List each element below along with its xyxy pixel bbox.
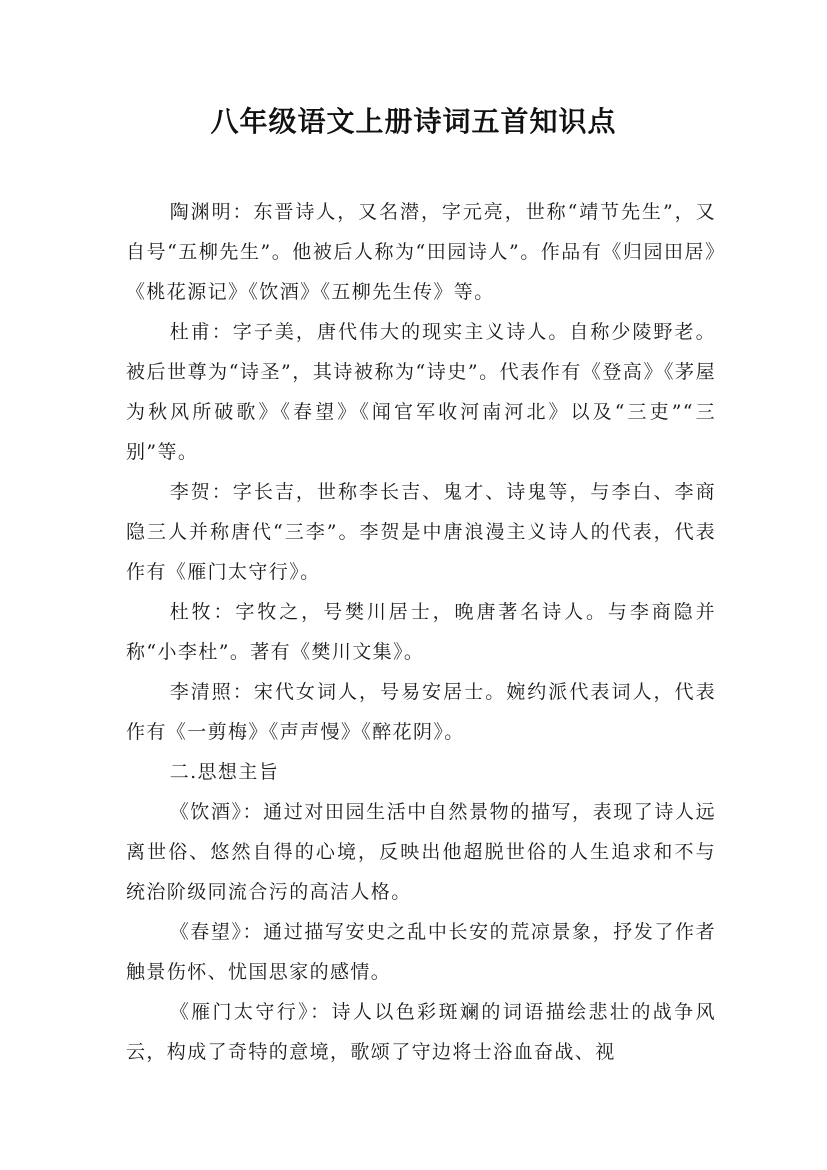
paragraph-tao-yuanming: 陶渊明：东晋诗人，又名潜，字元亮，世称“靖节先生”，又自号“五柳先生”。他被后人称为“田园诗人”。作品有《归园田居》《桃花源记》《饮酒》《五柳先生传》等。 bbox=[126, 201, 716, 303]
paragraph-yin-jiu: 《饮酒》：通过对田园生活中自然景物的描写，表现了诗人远离世俗、悠然自得的心境，反映出他超脱世俗的人生追求和不与统治阶级同流合污的高洁人格。 bbox=[126, 801, 716, 903]
paragraph-du-mu: 杜牧：字牧之，号樊川居士，晚唐著名诗人。与李商隐并称“小李杜”。著有《樊川文集》。 bbox=[126, 601, 716, 663]
page-title: 八年级语文上册诗词五首知识点 bbox=[210, 105, 617, 138]
paragraph-yanmen-taishou-xing: 《雁门太守行》：诗人以色彩斑斓的词语描绘悲壮的战争风云，构成了奇特的意境，歌颂了守边将士浴血奋战、视 bbox=[126, 1001, 716, 1063]
paragraph-du-fu: 杜甫：字子美，唐代伟大的现实主义诗人。自称少陵野老。被后世尊为“诗圣”，其诗被称为“诗史”。代表作有《登高》《茅屋为秋风所破歌》《春望》《闻官军收河南河北》以及“三吏”“三别”等。 bbox=[126, 321, 716, 463]
paragraph-chun-wang: 《春望》：通过描写安史之乱中长安的荒凉景象，抒发了作者触景伤怀、忧国思家的感情。 bbox=[126, 921, 716, 983]
paragraph-li-he: 李贺：字长吉，世称李长吉、鬼才、诗鬼等，与李白、李商隐三人并称唐代“三李”。李贺是中唐浪漫主义诗人的代表，代表作有《雁门太守行》。 bbox=[126, 481, 716, 583]
document-body bbox=[126, 192, 716, 1072]
paragraph-li-qingzhao: 李清照：宋代女词人，号易安居士。婉约派代表词人，代表作有《一剪梅》《声声慢》《醉花阴》。 bbox=[126, 681, 716, 743]
section-heading-themes: 二.思想主旨 bbox=[169, 761, 280, 783]
